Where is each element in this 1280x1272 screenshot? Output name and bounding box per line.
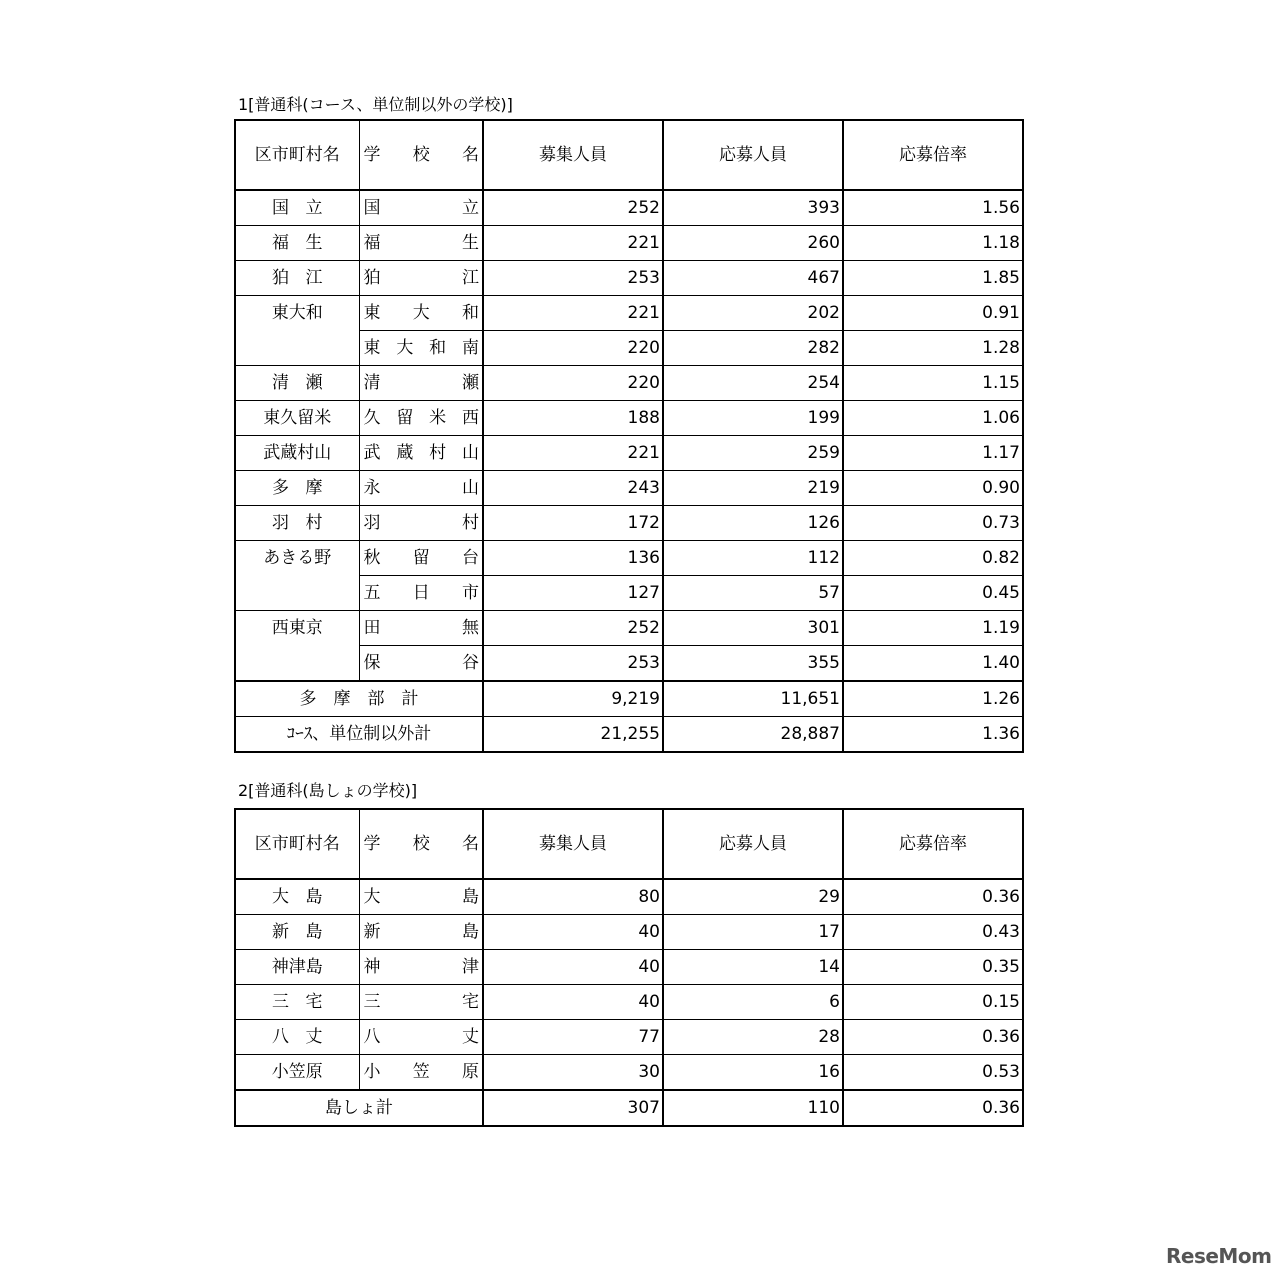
cell-municipality: [235, 915, 359, 950]
header-ratio: 応募倍率: [843, 120, 1023, 190]
school-name: [360, 296, 483, 330]
school-name: [360, 646, 483, 680]
cell-school: [359, 296, 483, 331]
cell-school: [359, 331, 483, 366]
cell-ratio: 0.53: [843, 1055, 1023, 1091]
cell-ratio: 0.90: [843, 471, 1023, 506]
cell-ratio: 1.40: [843, 646, 1023, 682]
school-name-char: 谷: [462, 653, 479, 673]
municipality-name: 東久留米: [263, 408, 332, 428]
municipality-name-char: 国: [272, 198, 289, 218]
cell-ratio: 0.91: [843, 296, 1023, 331]
municipality-name-char: 丈: [305, 1027, 323, 1047]
school-name-char: 生: [462, 233, 479, 253]
cell-capacity: 77: [483, 1020, 663, 1055]
table2-header-row: [235, 809, 1023, 879]
school-name-char: 和: [429, 338, 447, 358]
school-name-char: 和: [462, 303, 479, 323]
municipality-name: [236, 471, 359, 505]
cell-school: [359, 190, 483, 226]
school-name-char: 保: [363, 653, 381, 673]
school-name-char: 東: [363, 303, 381, 323]
municipality-name-char: 羽: [272, 513, 289, 533]
cell-school: [359, 915, 483, 950]
cell-capacity: 40: [483, 985, 663, 1020]
school-name-char: 神: [363, 957, 381, 977]
school-name-char: 村: [462, 513, 479, 533]
school-name: [360, 401, 483, 435]
cell-school: [359, 1020, 483, 1055]
table-row: [235, 541, 1023, 576]
municipality-name-char: 宅: [305, 992, 323, 1012]
cell-municipality: [235, 576, 359, 611]
cell-school: [359, 541, 483, 576]
header-school-label-char: 名: [462, 145, 479, 165]
total-label: 多 摩 部 計: [235, 681, 483, 717]
cell-municipality: [235, 226, 359, 261]
cell-school: [359, 436, 483, 471]
school-name-char: 西: [461, 408, 479, 428]
header-school-label-char: 校: [412, 145, 430, 165]
municipality-name-char: 生: [305, 233, 323, 253]
header-capacity: 募集人員: [483, 809, 663, 879]
school-name: [360, 471, 483, 505]
cell-applicants: 393: [663, 190, 843, 226]
municipality-name: [236, 985, 359, 1019]
school-name-char: 原: [462, 1062, 479, 1082]
cell-applicants: 14: [663, 950, 843, 985]
school-name: [360, 261, 483, 295]
school-name: [360, 1055, 483, 1089]
cell-municipality: [235, 1020, 359, 1055]
cell-school: [359, 611, 483, 646]
cell-applicants: 16: [663, 1055, 843, 1091]
cell-capacity: 40: [483, 915, 663, 950]
cell-ratio: 1.18: [843, 226, 1023, 261]
header-municipality: 区市町村名: [235, 809, 359, 879]
municipality-name: [236, 191, 359, 225]
header-ratio: 応募倍率: [843, 809, 1023, 879]
watermark-logo: ReseMom: [1166, 1244, 1272, 1268]
cell-ratio: 1.28: [843, 331, 1023, 366]
table-row: [235, 611, 1023, 646]
table-row: [235, 471, 1023, 506]
school-name-char: 五: [363, 583, 381, 603]
cell-municipality: [235, 436, 359, 471]
cell-municipality: [235, 646, 359, 682]
school-name-char: 大: [363, 887, 381, 907]
table-row: [235, 646, 1023, 682]
municipality-name-char: 福: [272, 233, 289, 253]
cell-ratio: 0.35: [843, 950, 1023, 985]
cell-capacity: 221: [483, 226, 663, 261]
cell-municipality: [235, 541, 359, 576]
total-ratio: 1.36: [843, 717, 1023, 753]
cell-school: [359, 366, 483, 401]
cell-applicants: 355: [663, 646, 843, 682]
school-name-char: 秋: [363, 548, 381, 568]
section1-title: 1[普通科(コース、単位制以外の学校)]: [238, 95, 513, 114]
school-name-char: 蔵: [396, 443, 414, 463]
school-name-char: 米: [429, 408, 447, 428]
school-name-char: 狛: [363, 268, 381, 288]
total-ratio: 0.36: [843, 1090, 1023, 1126]
school-name-char: 宅: [462, 992, 479, 1012]
cell-applicants: 112: [663, 541, 843, 576]
header-school-label-char: 校: [412, 834, 430, 854]
table-row: [235, 576, 1023, 611]
school-name-char: 羽: [363, 513, 381, 533]
header-school-label-char: 名: [462, 834, 479, 854]
total-row: [235, 681, 1023, 717]
school-name-char: 久: [363, 408, 381, 428]
cell-ratio: 1.19: [843, 611, 1023, 646]
school-name-char: 山: [462, 478, 479, 498]
school-name: [360, 576, 483, 610]
table-row: [235, 1055, 1023, 1091]
table-row: [235, 296, 1023, 331]
header-school-label: [360, 121, 483, 189]
cell-municipality: [235, 611, 359, 646]
municipality-name-char: 八: [272, 1027, 289, 1047]
school-name-char: 留: [396, 408, 414, 428]
cell-ratio: 0.15: [843, 985, 1023, 1020]
municipality-name: [236, 226, 359, 260]
cell-school: [359, 950, 483, 985]
header-applicants: 応募人員: [663, 809, 843, 879]
cell-applicants: 467: [663, 261, 843, 296]
cell-ratio: 1.85: [843, 261, 1023, 296]
school-name-char: 南: [461, 338, 479, 358]
cell-school: [359, 261, 483, 296]
cell-capacity: 253: [483, 261, 663, 296]
table-row: [235, 366, 1023, 401]
cell-applicants: 6: [663, 985, 843, 1020]
cell-municipality: [235, 985, 359, 1020]
school-name: [360, 880, 483, 914]
school-name-char: 無: [462, 618, 479, 638]
municipality-name: 西東京: [271, 618, 323, 638]
cell-municipality: [235, 296, 359, 331]
table-row: [235, 950, 1023, 985]
school-name: [360, 331, 483, 365]
header-applicants: 応募人員: [663, 120, 843, 190]
header-school: [359, 809, 483, 879]
municipality-name-char: 立: [305, 198, 323, 218]
cell-school: [359, 471, 483, 506]
cell-capacity: 252: [483, 611, 663, 646]
cell-municipality: [235, 331, 359, 366]
section2-title: 2[普通科(島しょの学校)]: [238, 781, 418, 800]
table-row: [235, 190, 1023, 226]
cell-applicants: 259: [663, 436, 843, 471]
school-name-char: 国: [363, 198, 381, 218]
cell-municipality: [235, 261, 359, 296]
municipality-name-char: 村: [305, 513, 323, 533]
cell-capacity: 220: [483, 366, 663, 401]
cell-school: [359, 401, 483, 436]
cell-ratio: 0.36: [843, 1020, 1023, 1055]
school-name-char: 村: [429, 443, 447, 463]
school-name-char: 江: [462, 268, 479, 288]
school-name-char: 日: [412, 583, 430, 603]
total-capacity: 307: [483, 1090, 663, 1126]
municipality-name-char: 清: [272, 373, 289, 393]
school-name-char: 台: [462, 548, 479, 568]
total-capacity: 21,255: [483, 717, 663, 753]
cell-municipality: [235, 506, 359, 541]
municipality-name-char: 狛: [272, 268, 289, 288]
municipality-name-char: 三: [272, 992, 289, 1012]
cell-capacity: 243: [483, 471, 663, 506]
municipality-name: [236, 506, 359, 540]
municipality-name: 武蔵村山: [263, 443, 332, 463]
total-applicants: 11,651: [663, 681, 843, 717]
total-row: [235, 1090, 1023, 1126]
municipality-name: [236, 880, 359, 914]
cell-municipality: [235, 879, 359, 915]
header-school-label-char: 学: [363, 145, 381, 165]
cell-municipality: [235, 1055, 359, 1091]
municipality-name-char: 島: [305, 887, 323, 907]
cell-school: [359, 985, 483, 1020]
cell-ratio: 0.36: [843, 879, 1023, 915]
school-name-char: 島: [462, 922, 479, 942]
cell-applicants: 219: [663, 471, 843, 506]
municipality-name-char: 新: [272, 922, 289, 942]
cell-applicants: 202: [663, 296, 843, 331]
cell-municipality: [235, 366, 359, 401]
total-capacity: 9,219: [483, 681, 663, 717]
table-row: [235, 506, 1023, 541]
school-name-char: 大: [396, 338, 414, 358]
cell-ratio: 0.82: [843, 541, 1023, 576]
school-name-char: 田: [363, 618, 381, 638]
school-name-char: 東: [363, 338, 381, 358]
school-name-char: 福: [363, 233, 381, 253]
cell-ratio: 1.17: [843, 436, 1023, 471]
school-name: [360, 1020, 483, 1054]
cell-ratio: 0.45: [843, 576, 1023, 611]
cell-applicants: 282: [663, 331, 843, 366]
table-row: [235, 401, 1023, 436]
municipality-name: 小笠原: [271, 1062, 323, 1082]
municipality-name: [236, 366, 359, 400]
table-row: [235, 915, 1023, 950]
header-school-label: [360, 810, 483, 878]
school-name: [360, 226, 483, 260]
cell-school: [359, 646, 483, 682]
municipality-name: [236, 261, 359, 295]
school-name-char: 島: [462, 887, 479, 907]
municipality-name-char: 多: [272, 478, 289, 498]
total-applicants: 110: [663, 1090, 843, 1126]
school-name-char: 瀬: [462, 373, 479, 393]
cell-capacity: 127: [483, 576, 663, 611]
municipality-name-char: 大: [272, 887, 289, 907]
cell-capacity: 221: [483, 296, 663, 331]
cell-applicants: 301: [663, 611, 843, 646]
school-name: [360, 915, 483, 949]
municipality-name-char: 島: [305, 922, 323, 942]
school-name: [360, 506, 483, 540]
school-name-char: 山: [461, 443, 479, 463]
municipality-name: [236, 915, 359, 949]
school-name: [360, 950, 483, 984]
cell-capacity: 188: [483, 401, 663, 436]
cell-ratio: 1.15: [843, 366, 1023, 401]
municipality-name-char: 瀬: [305, 373, 323, 393]
cell-municipality: [235, 950, 359, 985]
school-name-char: 清: [363, 373, 381, 393]
cell-capacity: 136: [483, 541, 663, 576]
cell-school: [359, 879, 483, 915]
cell-capacity: 253: [483, 646, 663, 682]
school-name-char: 永: [363, 478, 381, 498]
cell-applicants: 57: [663, 576, 843, 611]
school-name-char: 三: [363, 992, 381, 1012]
cell-school: [359, 576, 483, 611]
table-row: [235, 226, 1023, 261]
total-row: [235, 717, 1023, 753]
cell-ratio: 0.73: [843, 506, 1023, 541]
cell-applicants: 260: [663, 226, 843, 261]
cell-school: [359, 506, 483, 541]
cell-municipality: [235, 471, 359, 506]
cell-capacity: 40: [483, 950, 663, 985]
total-applicants: 28,887: [663, 717, 843, 753]
header-school-label-char: 学: [363, 834, 381, 854]
school-name-char: 丈: [462, 1027, 479, 1047]
table-row: [235, 1020, 1023, 1055]
cell-municipality: [235, 401, 359, 436]
cell-capacity: 221: [483, 436, 663, 471]
table-row: [235, 331, 1023, 366]
school-name-char: 津: [462, 957, 479, 977]
cell-school: [359, 1055, 483, 1091]
cell-applicants: 126: [663, 506, 843, 541]
school-name-char: 市: [462, 583, 479, 603]
school-name-char: 留: [412, 548, 430, 568]
table-general-course: [234, 119, 1024, 753]
cell-capacity: 220: [483, 331, 663, 366]
header-capacity: 募集人員: [483, 120, 663, 190]
school-name: [360, 366, 483, 400]
cell-ratio: 0.43: [843, 915, 1023, 950]
cell-applicants: 254: [663, 366, 843, 401]
table-row: [235, 261, 1023, 296]
school-name: [360, 985, 483, 1019]
cell-school: [359, 226, 483, 261]
table-row: [235, 879, 1023, 915]
cell-applicants: 199: [663, 401, 843, 436]
cell-capacity: 172: [483, 506, 663, 541]
cell-ratio: 1.06: [843, 401, 1023, 436]
cell-applicants: 29: [663, 879, 843, 915]
total-label: 島しょ計: [235, 1090, 483, 1126]
school-name: [360, 191, 483, 225]
total-ratio: 1.26: [843, 681, 1023, 717]
table-island-schools: [234, 808, 1024, 1127]
school-name: [360, 611, 483, 645]
municipality-name: [236, 1020, 359, 1054]
cell-capacity: 252: [483, 190, 663, 226]
cell-applicants: 28: [663, 1020, 843, 1055]
school-name-char: 新: [363, 922, 381, 942]
cell-ratio: 1.56: [843, 190, 1023, 226]
table-row: [235, 436, 1023, 471]
header-school: [359, 120, 483, 190]
school-name-char: 小: [363, 1062, 381, 1082]
total-label: ｺｰｽ、単位制以外計: [235, 717, 483, 753]
cell-applicants: 17: [663, 915, 843, 950]
municipality-name-char: 江: [305, 268, 323, 288]
cell-capacity: 30: [483, 1055, 663, 1091]
cell-capacity: 80: [483, 879, 663, 915]
table-row: [235, 985, 1023, 1020]
school-name: [360, 541, 483, 575]
table1-header-row: [235, 120, 1023, 190]
municipality-name-char: 摩: [305, 478, 323, 498]
municipality-name: あきる野: [263, 548, 332, 568]
school-name-char: 笠: [412, 1062, 430, 1082]
school-name-char: 八: [363, 1027, 381, 1047]
school-name-char: 立: [462, 198, 479, 218]
school-name-char: 大: [412, 303, 430, 323]
municipality-name: 東大和: [271, 303, 323, 323]
cell-municipality: [235, 190, 359, 226]
school-name: [360, 436, 483, 470]
header-municipality: 区市町村名: [235, 120, 359, 190]
municipality-name: 神津島: [271, 957, 323, 977]
school-name-char: 武: [363, 443, 381, 463]
